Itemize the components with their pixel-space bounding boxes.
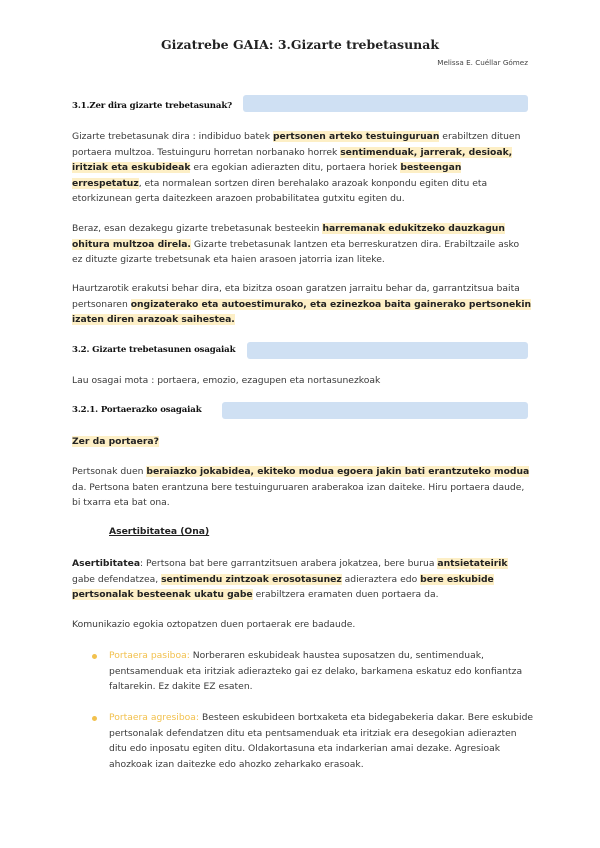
paragraph-communication: Komunikazio egokia oztopatzen duen portaerak ere badaude. — [72, 619, 356, 630]
heading-bar-3-2 — [247, 342, 528, 359]
list-item-passive: Portaera pasiboa: Norberaren eskubideak haustea suposatzen du, sentimenduak, pentsamenduak eta iritziak adierazteko gai ez delako, barkamena eskatuz edo konfiantza faltarekin. Ez dakite EZ esaten. — [109, 650, 523, 693]
author-name: Melissa E. Cuéllar Gómez — [437, 58, 528, 67]
heading-3-1: 3.1.Zer dira gizarte trebetasunak? — [72, 101, 233, 111]
document-title: Gizatrebe GAIA: 3.Gizarte trebetasunak — [160, 37, 440, 52]
subheading-assertiveness: Asertibitatea (Ona) — [109, 526, 210, 537]
paragraph-components: Lau osagai mota : portaera, emozio, ezagupen eta nortasunezkoak — [72, 375, 381, 386]
heading-3-2-1: 3.2.1. Portaerazko osagaiak — [72, 405, 202, 415]
paragraph-childhood: Haurtzarotik erakutsi behar dira, eta bizitza osoan garatzen jarraitu behar da, garrantzitsua baita pertsonaren ongizaterako eta autoestimurako, eta ezinezkoa baita gainerako pertsonekin izaten diren arazoak saihestea. — [72, 283, 532, 326]
paragraph-definition: Gizarte trebetasunak dira : indibiduo batek pertsonen arteko testuinguruan erabiltzen dituen portaera multzoa. Testuinguru horretan norbanako horrek sentimenduak, jarrerak, desioak, iritziak eta eskubideak era egokian adierazten ditu, portaera horiek besteengan errespetatuz, eta normalean sortzen diren berehalako arazoak konpondu egiten ditu eta etorkizunean gerta daitezkeen arazoen probabilitatea gutxitu egiten du. — [72, 131, 521, 205]
question-behaviour: Zer da portaera? — [72, 436, 159, 447]
heading-bar-3-1 — [243, 95, 528, 112]
paragraph-behaviour: Pertsonak duen beraiazko jokabidea, ekiteko modua egoera jakin bati erantzuteko modua da. Pertsona baten erantzuna bere testuinguruaren araberakoa izan daiteke. Hiru portaera daude, bi txarra eta bat ona. — [72, 466, 530, 509]
list-item-aggressive: Portaera agresiboa: Besteen eskubideen bortxaketa eta bidegabekeria dakar. Bere eskubide pertsonalak defendatzen ditu eta pentsamenduak eta iritziak era desegokian adierazten ditu edo inposatu egiten ditu. Oldakortasuna eta indarkerian amai dezake. Agresioak ahozkoak izan daitezke edo ahozko zeharkako erasoak. — [109, 712, 534, 770]
paragraph-assertiveness: Asertibitatea: Pertsona bat bere garrantzitsuen arabera jokatzea, bere burua antsietateirik gabe defendatzea, sentimendu zintzoak erosotasunez adieraztera edo bere eskubide pertsonalak besteenak ukatu gabe erabiltzera eramaten duen portaera da. — [72, 558, 508, 601]
heading-3-2: 3.2. Gizarte trebetasunen osagaiak — [72, 345, 236, 355]
bullet-dot-icon — [92, 716, 97, 721]
paragraph-summary: Beraz, esan dezakegu gizarte trebetasunak besteekin harremanak edukitzeko dauzkagun ohitura multzoa direla. Gizarte trebetasunak lantzen eta berreskuratzen dira. Erabiltzaile asko ez dituzte gizarte trebetsunak eta haien arasoen jatorria izan liteke. — [72, 223, 520, 266]
bullet-dot-icon — [92, 654, 97, 659]
heading-bar-3-2-1 — [222, 402, 528, 419]
